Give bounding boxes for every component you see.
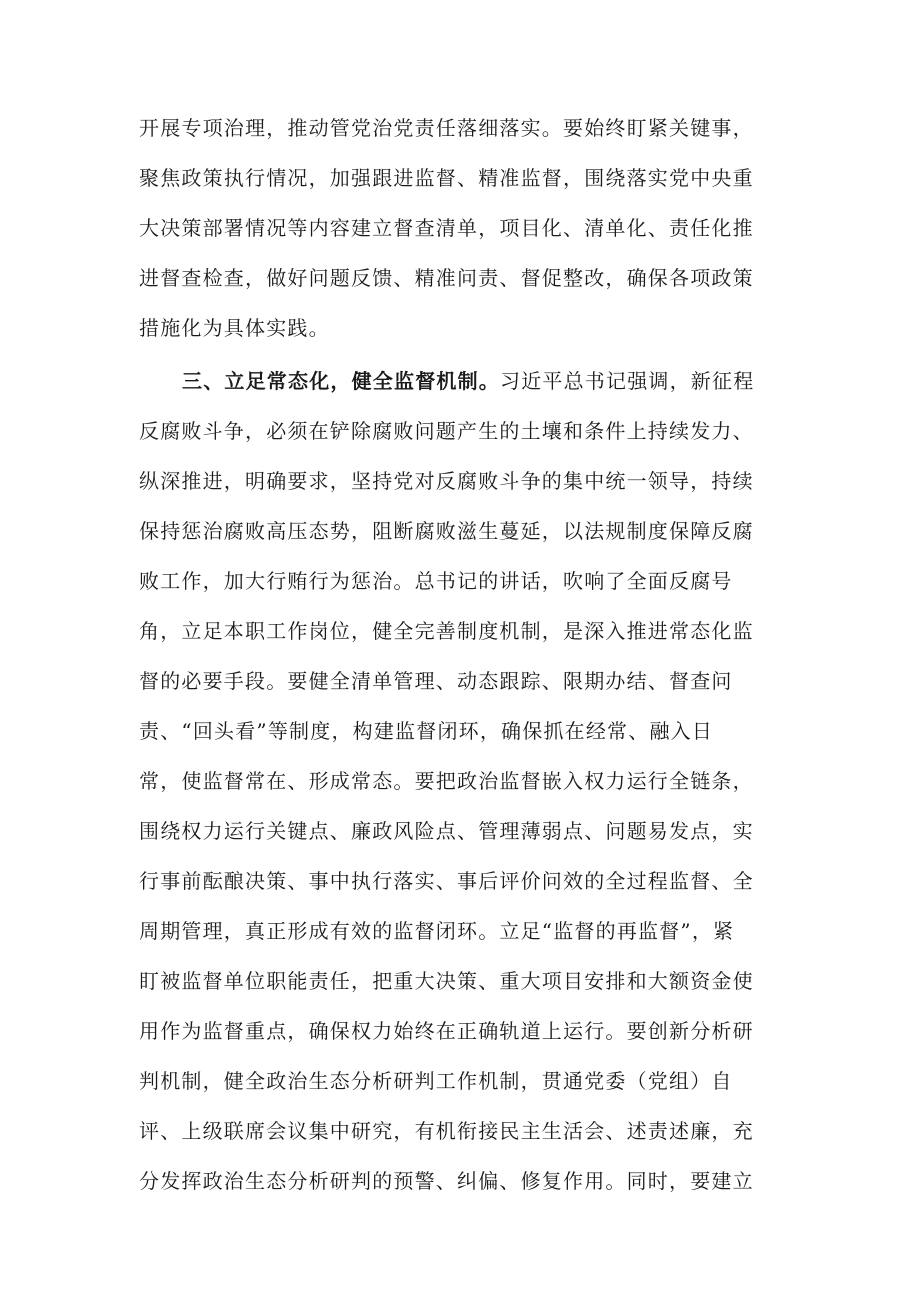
paragraph-line: 开展专项治理，推动管党治党责任落细落实。要始终盯紧关键事， <box>139 116 754 140</box>
paragraph-line: 反腐败斗争，必须在铲除腐败问题产生的土壤和条件上持续发力、 <box>139 419 754 443</box>
paragraph-line: 周期管理，真正形成有效的监督闭环。立足“监督的再监督”，紧 <box>139 919 735 943</box>
paragraph-line: 纵深推进，明确要求，坚持党对反腐败斗争的集中统一领导，持续 <box>139 469 754 493</box>
paragraph-line: 常，使监督常在、形成常态。要把政治监督嵌入权力运行全链条， <box>139 769 754 793</box>
section-3-first-line <box>182 367 754 395</box>
paragraph-line: 督的必要手段。要健全清单管理、动态跟踪、限期办结、督查问 <box>139 669 733 693</box>
paragraph-line: 用作为监督重点，确保权力始终在正确轨道上运行。要创新分析研 <box>139 1019 754 1043</box>
section-3-heading: 三、立足常态化，健全监督机制。 <box>182 369 500 393</box>
section-3-intro: 习近平总书记强调，新征程 <box>500 369 755 393</box>
paragraph-line: 保持惩治腐败高压态势，阻断腐败滋生蔓延，以法规制度保障反腐 <box>139 519 754 543</box>
paragraph-line: 大决策部署情况等内容建立督查清单，项目化、清单化、责任化推 <box>139 216 754 240</box>
paragraph-line: 围绕权力运行关键点、廉政风险点、管理薄弱点、问题易发点，实 <box>139 819 754 843</box>
paragraph-line: 聚焦政策执行情况，加强跟进监督、精准监督，围绕落实党中央重 <box>139 166 754 190</box>
paragraph-line: 措施化为具体实践。 <box>139 316 330 340</box>
paragraph-line: 进督查检查，做好问题反馈、精准问责、督促整改，确保各项政策 <box>139 266 754 290</box>
paragraph-line: 盯被监督单位职能责任，把重大决策、重大项目安排和大额资金使 <box>139 969 754 993</box>
paragraph-line: 角，立足本职工作岗位，健全完善制度机制，是深入推进常态化监 <box>139 619 754 643</box>
paragraph-line: 评、上级联席会议集中研究，有机衔接民主生活会、述责述廉，充 <box>139 1119 754 1143</box>
paragraph-line: 败工作，加大行贿行为惩治。总书记的讲话，吹响了全面反腐号 <box>139 569 733 593</box>
paragraph-line: 分发挥政治生态分析研判的预警、纠偏、修复作用。同时，要建立 <box>139 1169 754 1193</box>
paragraph-line: 责、“回头看”等制度，构建监督闭环，确保抓在经常、融入日 <box>139 719 714 743</box>
paragraph-line: 行事前酝酿决策、事中执行落实、事后评价问效的全过程监督、全 <box>139 869 754 893</box>
paragraph-line: 判机制，健全政治生态分析研判工作机制，贯通党委（党组）自 <box>139 1069 733 1093</box>
